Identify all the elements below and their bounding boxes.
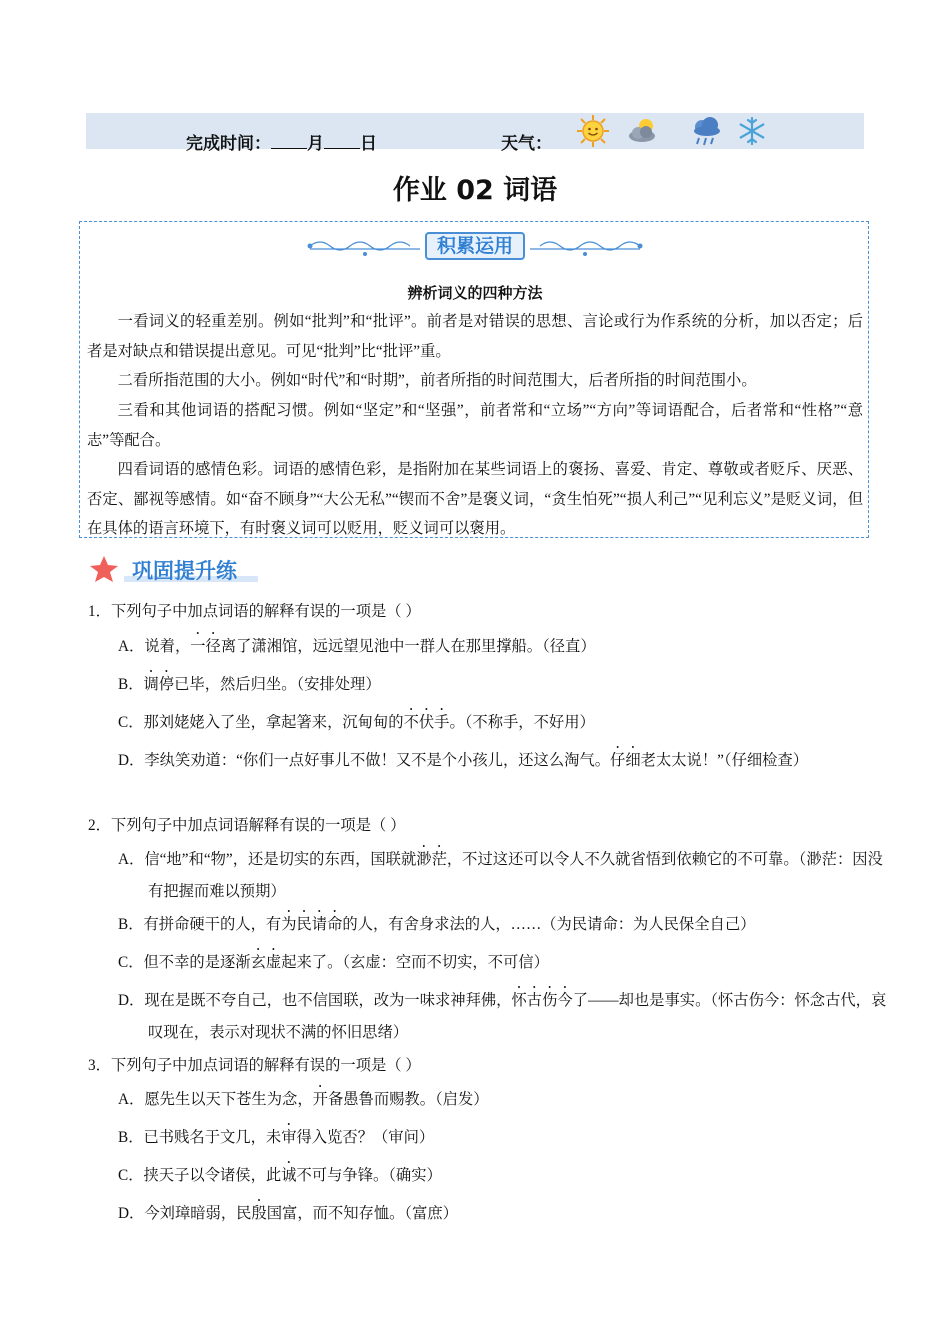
question-2-stem: 2．下列句子中加点词语解释有误的一项是（ ）: [88, 817, 406, 834]
question-3-option-d[interactable]: D．今刘璋暗弱，民殷国富，而不知存恤。（富庶）: [118, 1205, 458, 1222]
cloudy-icon[interactable]: [627, 114, 661, 148]
question-3-option-b[interactable]: B．已书贱名于文几，未审得入览否？（审问）: [118, 1129, 435, 1146]
question-2-option-b[interactable]: B．有拼命硬干的人，有为民请命的人，有舍身求法的人，……（为民请命：为人民保全自己）: [118, 916, 756, 933]
method-paragraph-1: 一看词义的轻重差别。例如“批判”和“批评”。前者是对错误的思想、言论或行为作系统的分析，加以否定；后者是对缺点和错误提出意见。可见“批判”比“批评”重。: [87, 313, 863, 360]
sun-icon[interactable]: [576, 114, 610, 148]
weather-label: 天气：: [501, 134, 552, 154]
question-3-option-a[interactable]: A．愿先生以天下苍生为念，开备愚鲁而赐教。（启发）: [118, 1091, 489, 1108]
question-1-option-b[interactable]: B．调停已毕，然后归坐。（安排处理）: [118, 676, 381, 693]
month-label: 月: [307, 134, 324, 154]
question-1-option-c[interactable]: C．那刘姥姥入了坐，拿起箸来，沉甸甸的不伏手。（不称手，不好用）: [118, 714, 595, 731]
method-paragraph-4: 四看词语的感情色彩。词语的感情色彩，是指附加在某些词语上的褒扬、喜爱、肯定、尊敬或者贬斥、厌恶、否定、鄙视等感情。如“奋不顾身”“大公无私”“锲而不舍”是褒义词，“贪生怕死”“损人利己”“见利忘义”是贬义词，但在具体的语言环境下，有时褒义词可以贬用，贬义词可以褒用。: [87, 461, 863, 537]
accumulate-banner: 积累运用: [425, 232, 525, 260]
page-title: 作业 02 词语: [392, 175, 558, 206]
question-3-stem: 3．下列句子中加点词语的解释有误的一项是（ ）: [88, 1057, 421, 1074]
question-1-stem: 1．下列句子中加点词语的解释有误的一项是（ ）: [88, 603, 421, 620]
question-2-option-c[interactable]: C．但不幸的是逐渐玄虚起来了。（玄虚：空而不切实，不可信）: [118, 954, 549, 971]
section-title: 巩固提升练: [132, 559, 237, 583]
rain-icon[interactable]: [690, 114, 724, 148]
month-blank[interactable]: [271, 134, 307, 149]
method-paragraph-2: 二看所指范围的大小。例如“时代”和“时期”，前者所指的时间范围大，后者所指的时间范围小。: [117, 372, 757, 389]
day-label: 日: [360, 134, 377, 154]
question-1-option-d[interactable]: D．李纨笑劝道：“你们一点好事儿不做！又不是个小孩儿，还这么淘气。仔细老太太说！”（仔细检查）: [118, 752, 809, 769]
question-1-option-a[interactable]: A．说着，一径离了潇湘馆，远远望见池中一群人在那里撑船。（径直）: [118, 638, 596, 655]
completion-time: [186, 129, 377, 154]
method-title: 辨析词义的四种方法: [407, 284, 543, 302]
completion-label: 完成时间：: [186, 134, 271, 154]
question-2-option-d[interactable]: D．现在是既不夸自己，也不信国联，改为一味求神拜佛，怀古伤今了——却也是事实。（怀古伤今：怀念古代，哀叹现在，表示对现状不满的怀旧思绪）: [118, 992, 887, 1041]
question-2-option-a[interactable]: A．信“地”和“物”，还是切实的东西，国联就渺茫，不过这还可以令人不久就省悟到依赖它的不可靠。（渺茫：因没有把握而难以预期）: [118, 851, 883, 900]
snow-icon[interactable]: [735, 114, 769, 148]
day-blank[interactable]: [324, 134, 360, 149]
method-paragraph-3: 三看和其他词语的搭配习惯。例如“坚定”和“坚强”，前者常和“立场”“方向”等词语配合，后者常和“性格”“意志”等配合。: [87, 402, 863, 449]
question-3-option-c[interactable]: C．挟天子以令诸侯，此诚不可与争锋。（确实）: [118, 1167, 442, 1184]
